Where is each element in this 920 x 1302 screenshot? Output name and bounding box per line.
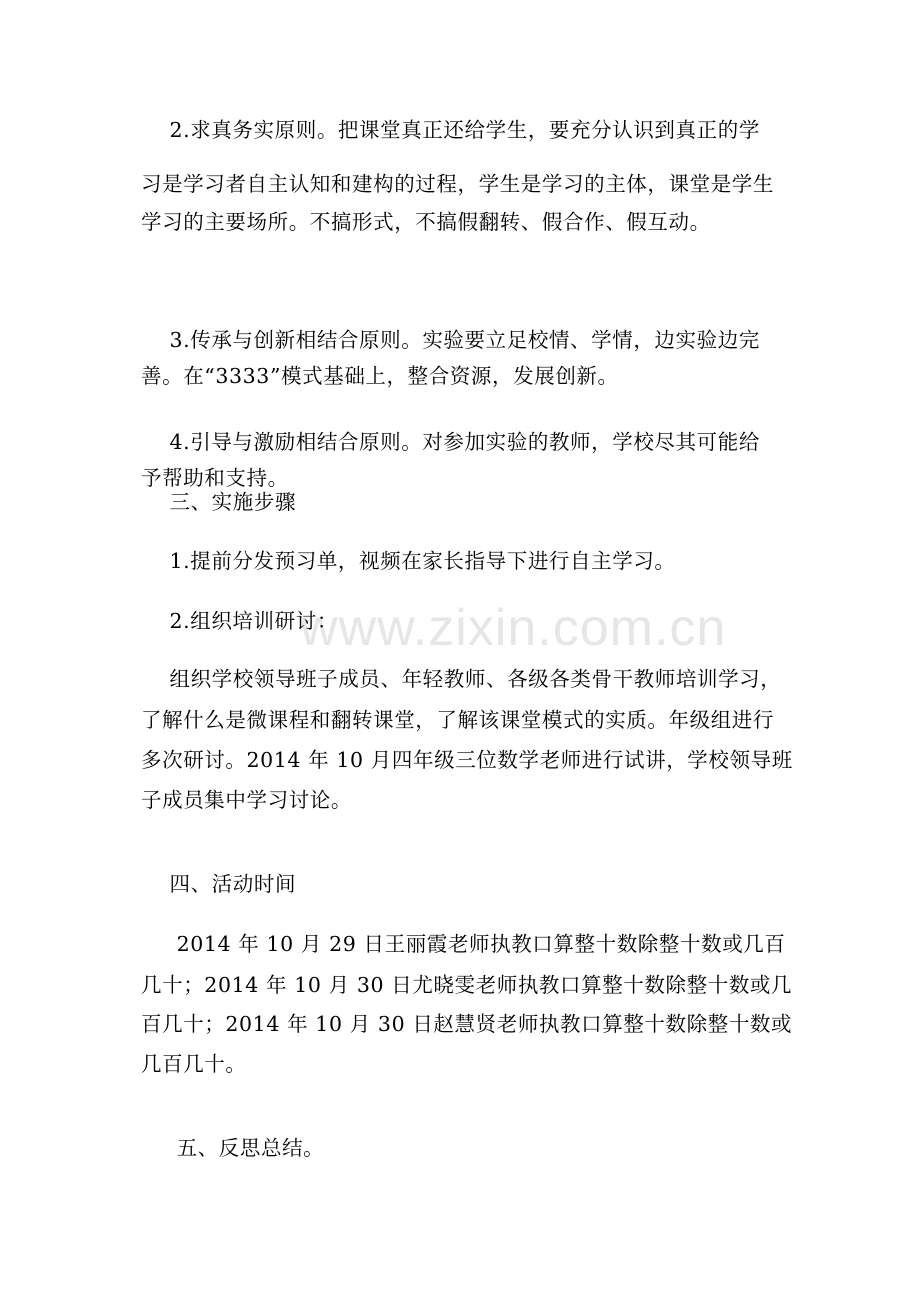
text-line: 2.求真务实原则。把课堂真正还给学生，要充分认识到真正的学 [141, 118, 760, 142]
text-line: 三、实施步骤 [141, 490, 297, 514]
text-line: 习是学习者自主认知和建构的过程，学生是学习的主体，课堂是学生 [141, 172, 774, 196]
text-line: 1.提前分发预习单，视频在家长指导下进行自主学习。 [141, 549, 676, 573]
text-line: 3.传承与创新相结合原则。实验要立足校情、学情，边实验边完 [141, 328, 760, 352]
text-line: 学习的主要场所。不搞形式，不搞假翻转、假合作、假互动。 [141, 210, 711, 234]
text-line: 予帮助和支持。 [141, 466, 289, 490]
watermark: www.zixin.com.cn [300, 599, 727, 657]
text-line: 多次研讨。2014 年 10 月四年级三位数学老师进行试讲，学校领导班 [141, 748, 793, 772]
text-line: 善。在“3333”模式基础上，整合资源，发展创新。 [141, 364, 619, 388]
text-line: 几十；2014 年 10 月 30 日尤晓雯老师执教口算整十数除整十数或几 [141, 973, 793, 997]
text-line: 2.组织培训研讨： [141, 609, 338, 633]
text-line: 2014 年 10 月 29 日王丽霞老师执教口算整十数除整十数或几百 [141, 932, 786, 956]
text-line: 组织学校领导班子成员、年轻教师、各级各类骨干教师培训学习， [141, 667, 782, 691]
text-line: 4.引导与激励相结合原则。对参加实验的教师，学校尽其可能给 [141, 430, 760, 454]
text-line: 几百几十。 [141, 1052, 247, 1076]
text-line: 四、活动时间 [141, 872, 297, 896]
text-line: 百几十；2014 年 10 月 30 日赵慧贤老师执教口算整十数除整十数或 [141, 1012, 793, 1036]
text-line: 了解什么是微课程和翻转课堂，了解该课堂模式的实质。年级组进行 [141, 708, 774, 732]
text-line: 子成员集中学习讨论。 [141, 788, 352, 812]
text-line: 五、反思总结。 [141, 1136, 325, 1160]
